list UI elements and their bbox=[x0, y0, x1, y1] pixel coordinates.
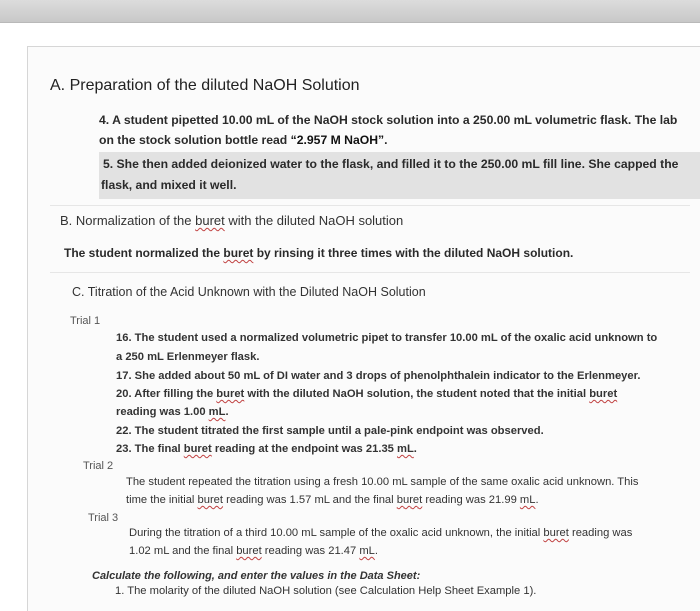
trial-1-line-7-mid: reading at the endpoint was 21.35 bbox=[211, 443, 397, 455]
stock-label: “2.957 M NaOH” bbox=[290, 133, 385, 147]
trial-1-line-3: 17. She added about 50 mL of DI water and 3 drops of phenolphthalein indicator to the Erlenmeyer. bbox=[116, 370, 641, 382]
trial-3-line-2-mid: reading was 21.47 bbox=[261, 545, 360, 557]
divider bbox=[50, 205, 690, 206]
trial-1-line-5 bbox=[116, 406, 229, 418]
trial-1-line-4-mid: with the diluted NaOH solution, the student noted that the initial bbox=[244, 388, 590, 400]
ml-word: mL bbox=[359, 545, 375, 557]
calc-heading: Calculate the following, and enter the values in the Data Sheet: bbox=[92, 570, 421, 582]
trial-1-line-6: 22. The student titrated the first sample until a pale-pink endpoint was observed. bbox=[116, 425, 544, 437]
buret-word: buret bbox=[223, 246, 254, 260]
step-4-line-2 bbox=[99, 133, 388, 147]
trial-3-line-2 bbox=[129, 545, 378, 557]
trial-3-line-2-pre: 1.02 mL and the final bbox=[129, 545, 237, 557]
trial-2-line-1: The student repeated the titration using a fresh 10.00 mL sample of the same oxalic acid unknown. This bbox=[126, 476, 639, 488]
section-b-heading bbox=[60, 213, 403, 228]
section-b-heading-post: with the diluted NaOH solution bbox=[224, 213, 404, 228]
trial-1-line-7-pre: 23. The final bbox=[116, 443, 184, 455]
ml-word: mL bbox=[519, 494, 536, 506]
trial-3-line-1-pre: During the titration of a third 10.00 mL sample of the oxalic acid unknown, the initial bbox=[129, 527, 544, 539]
trial-2-line-2-pre: time the initial bbox=[126, 494, 198, 506]
buret-word: buret bbox=[236, 545, 262, 557]
section-b-heading-pre: B. Normalization of the bbox=[60, 213, 196, 228]
trial-1-line-5-pre: reading was 1.00 bbox=[116, 406, 209, 418]
trial-1-line-7 bbox=[116, 443, 417, 455]
divider bbox=[50, 272, 690, 273]
section-b-text bbox=[64, 246, 573, 260]
trial-3-label: Trial 3 bbox=[88, 512, 119, 524]
buret-word: buret bbox=[195, 213, 225, 228]
step-4-line-2-post: . bbox=[384, 133, 388, 147]
trial-2-line-2 bbox=[126, 494, 539, 506]
buret-word: buret bbox=[183, 443, 212, 455]
trial-1-line-2: a 250 mL Erlenmeyer flask. bbox=[116, 351, 260, 363]
trial-3-line-1-post: reading was bbox=[568, 527, 633, 539]
browser-top-bar bbox=[0, 0, 700, 23]
trial-1-line-5-post: . bbox=[225, 406, 229, 418]
step-5-line-1: 5. She then added deionized water to the flask, and filled it to the 250.00 mL fill line. She capped the bbox=[103, 157, 679, 171]
trial-1-line-4-pre: 20. After filling the bbox=[116, 388, 217, 400]
trial-1-line-7-post: . bbox=[413, 443, 417, 455]
buret-word: buret bbox=[396, 494, 423, 506]
section-b-text-post: by rinsing it three times with the diluted NaOH solution. bbox=[253, 246, 574, 260]
trial-1-line-4 bbox=[116, 388, 617, 400]
trial-3-line-2-post: . bbox=[374, 545, 378, 557]
trial-1-line-1: 16. The student used a normalized volumetric pipet to transfer 10.00 mL of the oxalic acid unknown to bbox=[116, 332, 658, 344]
ml-word: mL bbox=[397, 443, 414, 455]
buret-word: buret bbox=[216, 388, 245, 400]
trial-2-line-2-mid: reading was 1.57 mL and the final bbox=[223, 494, 397, 506]
trial-3-line-1 bbox=[129, 527, 632, 539]
step-5-line-2: flask, and mixed it well. bbox=[101, 178, 237, 192]
section-c-heading: C. Titration of the Acid Unknown with the Diluted NaOH Solution bbox=[72, 285, 426, 299]
ml-word: mL bbox=[208, 406, 226, 418]
trial-2-line-2-mid2: reading was 21.99 bbox=[422, 494, 520, 506]
trial-1-label: Trial 1 bbox=[70, 315, 101, 327]
section-b-text-pre: The student normalized the bbox=[64, 246, 224, 260]
buret-word: buret bbox=[197, 494, 224, 506]
step-4-line-2-pre: on the stock solution bottle read bbox=[99, 133, 291, 147]
section-a-heading: A. Preparation of the diluted NaOH Solution bbox=[50, 77, 360, 94]
trial-2-line-2-post: . bbox=[535, 494, 539, 506]
trial-2-label: Trial 2 bbox=[83, 460, 114, 472]
buret-word: buret bbox=[589, 388, 618, 400]
calc-item-1: 1. The molarity of the diluted NaOH solution (see Calculation Help Sheet Example 1). bbox=[115, 585, 537, 597]
buret-word: buret bbox=[543, 527, 569, 539]
step-4-line-1: 4. A student pipetted 10.00 mL of the NaOH stock solution into a 250.00 mL volumetric flask. The lab bbox=[99, 113, 678, 127]
